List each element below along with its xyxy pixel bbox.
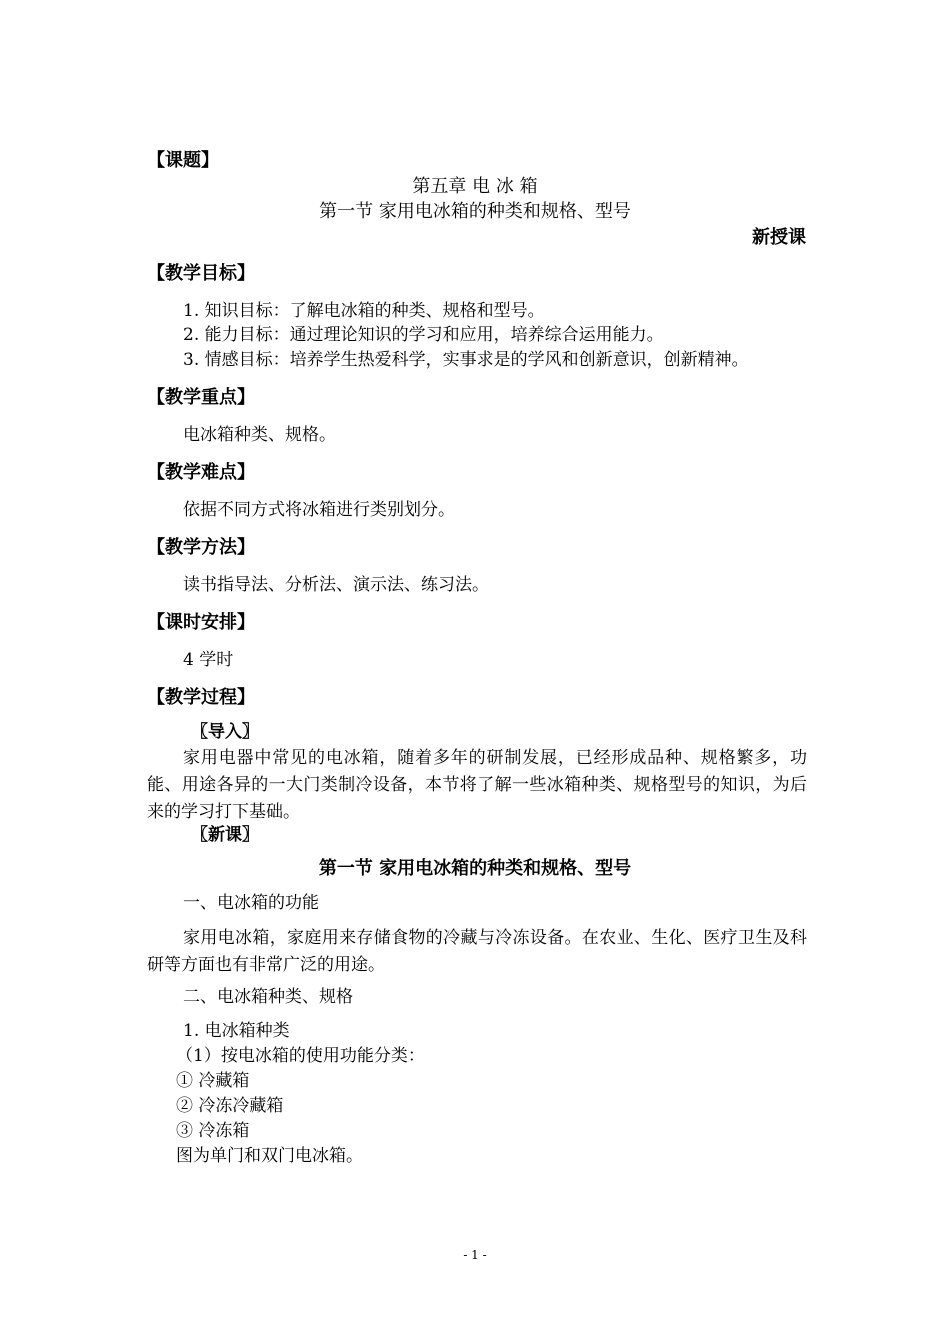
objective-item: 1. 知识目标：了解电冰箱的种类、规格和型号。: [183, 301, 545, 321]
schedule-heading: 【课时安排】: [147, 612, 255, 633]
difficulties-text: 依据不同方式将冰箱进行类别划分。: [183, 500, 455, 520]
new-lesson-label: 〖新课〗: [191, 825, 259, 845]
topic-heading: 【课题】: [147, 150, 219, 171]
section-title: 第一节 家用电冰箱的种类和规格、型号: [319, 201, 631, 222]
type-item: ③ 冷冻箱: [176, 1121, 250, 1141]
key-points-heading: 【教学重点】: [147, 387, 255, 408]
part1-paragraph: 家用电冰箱，家庭用来存储食物的冷藏与冷冻设备。在农业、生化、医疗卫生及科研等方面也有非常广泛的用途。: [147, 928, 807, 975]
sub1-title: 1. 电冰箱种类: [183, 1021, 290, 1041]
sub1-item: （1）按电冰箱的使用功能分类：: [176, 1046, 425, 1066]
lesson-type: 新授课: [752, 227, 806, 248]
key-points-text: 电冰箱种类、规格。: [183, 425, 336, 445]
methods-text: 读书指导法、分析法、演示法、练习法。: [183, 575, 489, 595]
methods-heading: 【教学方法】: [147, 537, 255, 558]
intro-paragraph: 家用电器中常见的电冰箱，随着多年的研制发展，已经形成品种、规格繁多，功能、用途各异的一大门类制冷设备，本节将了解一些冰箱种类、规格型号的知识，为后来的学习打下基础。: [147, 748, 807, 822]
type-item: ① 冷藏箱: [176, 1071, 250, 1091]
objectives-heading: 【教学目标】: [147, 263, 255, 284]
lesson-section-title: 第一节 家用电冰箱的种类和规格、型号: [318, 858, 632, 879]
objective-item: 3. 情感目标：培养学生热爱科学，实事求是的学风和创新意识，创新精神。: [183, 350, 749, 370]
chapter-title: 第五章 电 冰 箱: [412, 176, 538, 197]
process-heading: 【教学过程】: [147, 687, 255, 708]
part2-title: 二、电冰箱种类、规格: [183, 987, 353, 1007]
schedule-text: 4 学时: [183, 650, 234, 670]
intro-label: 〖导入〗: [191, 722, 259, 742]
difficulties-heading: 【教学难点】: [147, 462, 255, 483]
part1-title: 一、电冰箱的功能: [183, 893, 319, 913]
page-number: - 1 -: [463, 1248, 487, 1262]
objective-item: 2. 能力目标：通过理论知识的学习和应用，培养综合运用能力。: [183, 325, 664, 345]
type-item: ② 冷冻冷藏箱: [176, 1096, 284, 1116]
figure-note: 图为单门和双门电冰箱。: [176, 1146, 363, 1166]
